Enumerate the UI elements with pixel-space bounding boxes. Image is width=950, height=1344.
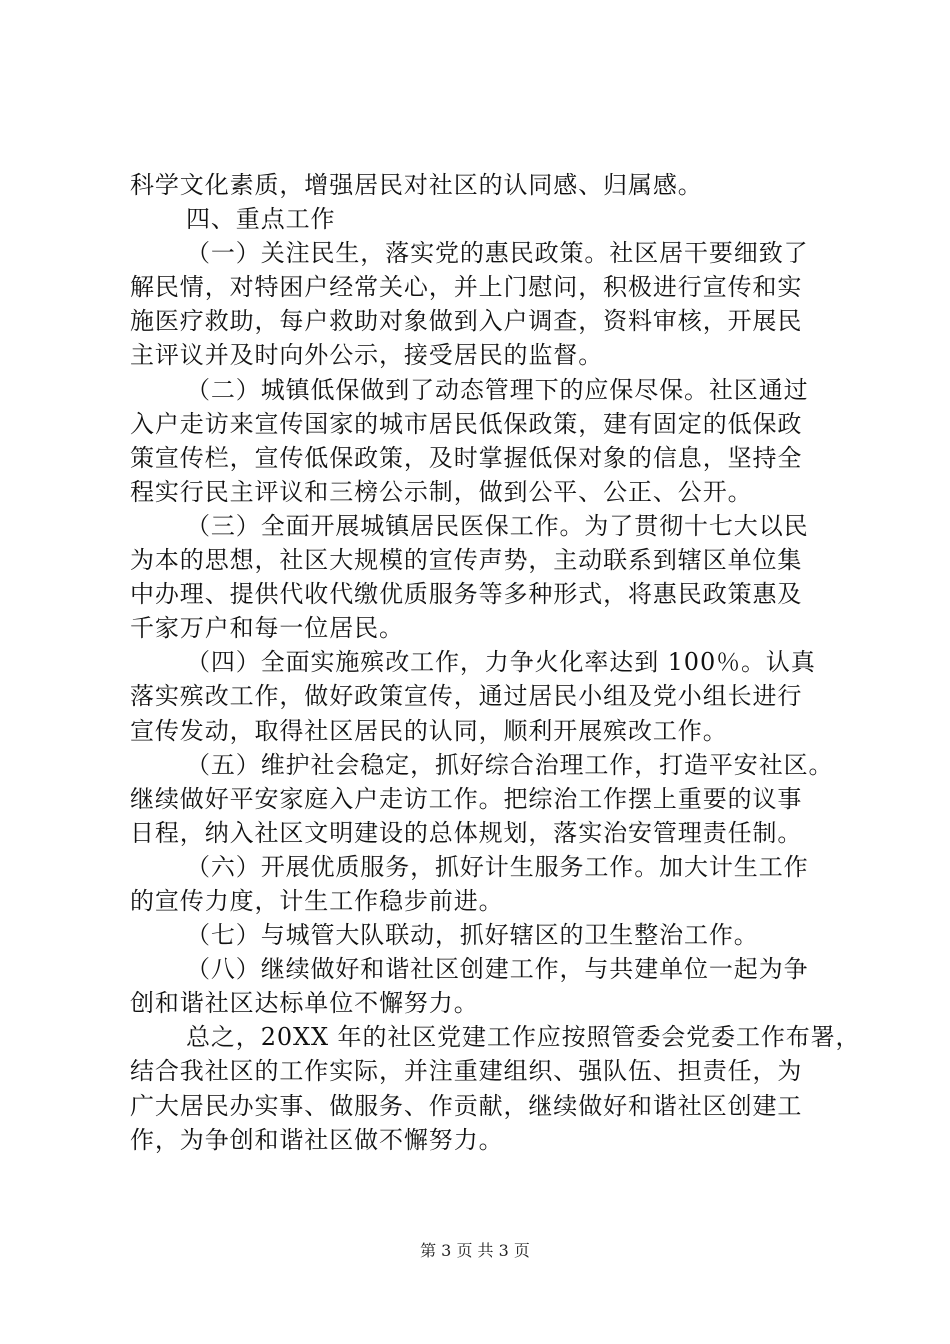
page-footer: 第 3 页 共 3 页 (420, 1241, 530, 1260)
text-line: 继续做好平安家庭入户走访工作。把综治工作摆上重要的议事 (130, 784, 803, 813)
text-line: 结合我社区的工作实际，并注重建组织、强队伍、担责任，为 (130, 1057, 803, 1086)
text-line: 策宣传栏，宣传低保政策，及时掌握低保对象的信息，坚持全 (130, 443, 803, 472)
text-line: 宣传发动，取得社区居民的认同，顺利开展殡改工作。 (130, 716, 728, 745)
text-line: （四）全面实施殡改工作，力争火化率达到 100％。认真 (186, 648, 816, 677)
text-line: （一）关注民生，落实党的惠民政策。社区居干要细致了 (186, 239, 809, 268)
text-line: （七）与城管大队联动，抓好辖区的卫生整治工作。 (186, 921, 759, 950)
text-line: （八）继续做好和谐社区创建工作，与共建单位一起为争 (186, 955, 809, 984)
text-line: （六）开展优质服务，抓好计生服务工作。加大计生工作 (186, 852, 809, 881)
document-body (130, 168, 861, 1157)
text-line: 施医疗救助，每户救助对象做到入户调查，资料审核，开展民 (130, 307, 803, 336)
text-line: 为本的思想，社区大规模的宣传声势，主动联系到辖区单位集 (130, 546, 803, 575)
text-line: 总之，20XX 年的社区党建工作应按照管委会党委工作布署， (186, 1023, 861, 1052)
text-line: 主评议并及时向外公示，接受居民的监督。 (130, 341, 604, 370)
text-line: 作，为争创和谐社区做不懈努力。 (130, 1125, 504, 1154)
text-line: 日程，纳入社区文明建设的总体规划，落实治安管理责任制。 (130, 818, 803, 847)
text-line: 中办理、提供代收代缴优质服务等多种形式，将惠民政策惠及 (130, 580, 803, 609)
text-line: 科学文化素质，增强居民对社区的认同感、归属感。 (130, 171, 703, 199)
text-line: （三）全面开展城镇居民医保工作。为了贯彻十七大以民 (186, 511, 809, 540)
text-line: 解民情，对特困户经常关心，并上门慰问，积极进行宣传和实 (130, 273, 803, 302)
text-line: 落实殡改工作，做好政策宣传，通过居民小组及党小组长进行 (130, 682, 803, 711)
text-line: 的宣传力度，计生工作稳步前进。 (130, 886, 504, 915)
text-line: （五）维护社会稳定，抓好综合治理工作，打造平安社区。 (186, 750, 834, 779)
text-line: 创和谐社区达标单位不懈努力。 (130, 989, 479, 1018)
text-line: （二）城镇低保做到了动态管理下的应保尽保。社区通过 (186, 375, 809, 404)
text-line: 四、重点工作 (186, 205, 336, 234)
text-line: 程实行民主评议和三榜公示制，做到公平、公正、公开。 (130, 477, 753, 506)
text-line: 广大居民办实事、做服务、作贡献，继续做好和谐社区创建工 (130, 1091, 803, 1120)
text-line: 千家万户和每一位居民。 (130, 614, 404, 643)
text-line: 入户走访来宣传国家的城市居民低保政策，建有固定的低保政 (130, 409, 803, 438)
